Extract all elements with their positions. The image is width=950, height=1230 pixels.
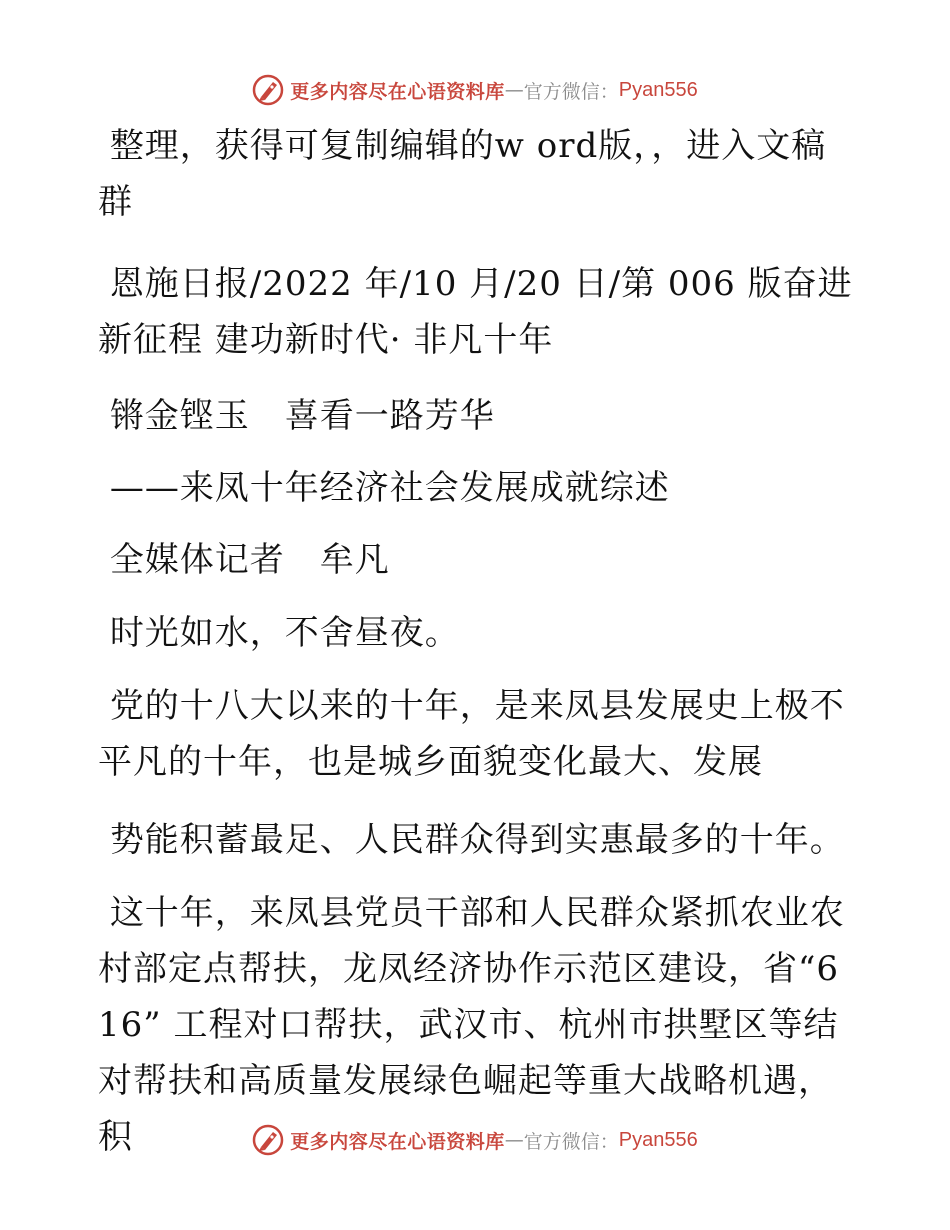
- article-title: 锵金铿玉 喜看一路芳华: [98, 396, 495, 436]
- banner-site-text: 更多内容尽在心语资料库: [290, 1130, 505, 1153]
- header-banner: [0, 70, 950, 110]
- paragraph-opening: 时光如水，不舍昼夜。: [98, 613, 460, 653]
- paragraph-decade-cont: 势能积蓄最足、人民群众得到实惠最多的十年。: [98, 820, 845, 860]
- paragraph-decade: 党的十八大以来的十年，是来凤县发展史上极不平凡的十年，也是城乡面貌变化最大、发展: [98, 686, 845, 782]
- pen-logo-icon: [252, 74, 284, 106]
- pen-logo-icon: [252, 1124, 284, 1156]
- article-subtitle: ——来凤十年经济社会发展成就综述: [98, 468, 670, 508]
- banner-site-text: 更多内容尽在心语资料库: [290, 80, 505, 103]
- banner-separator: —: [504, 79, 524, 101]
- banner-wechat-id: Pyan556: [618, 1128, 698, 1151]
- paragraph-source: 恩施日报/2022 年/10 月/20 日/第 006 版奋进新征程 建功新时代· 非凡十年: [98, 264, 853, 360]
- paragraph-intro: 整理，获得可复制编辑的w ord版，，进入文稿群: [98, 126, 827, 222]
- article-byline: 全媒体记者 牟凡: [98, 540, 390, 580]
- banner-wechat-label: 官方微信：: [523, 80, 619, 103]
- banner-separator: —: [504, 1129, 524, 1151]
- banner-wechat-label: 官方微信：: [523, 1130, 619, 1153]
- footer-banner: [0, 1120, 950, 1160]
- banner-wechat-id: Pyan556: [618, 78, 698, 101]
- paragraph-strategy: 这十年，来凤县党员干部和人民群众紧抓农业农村部定点帮扶，龙凤经济协作示范区建设，省“616” 工程对口帮扶，武汉市、杭州市拱墅区等结对帮扶和高质量发展绿色崛起等重大战略机遇，积: [98, 893, 845, 1157]
